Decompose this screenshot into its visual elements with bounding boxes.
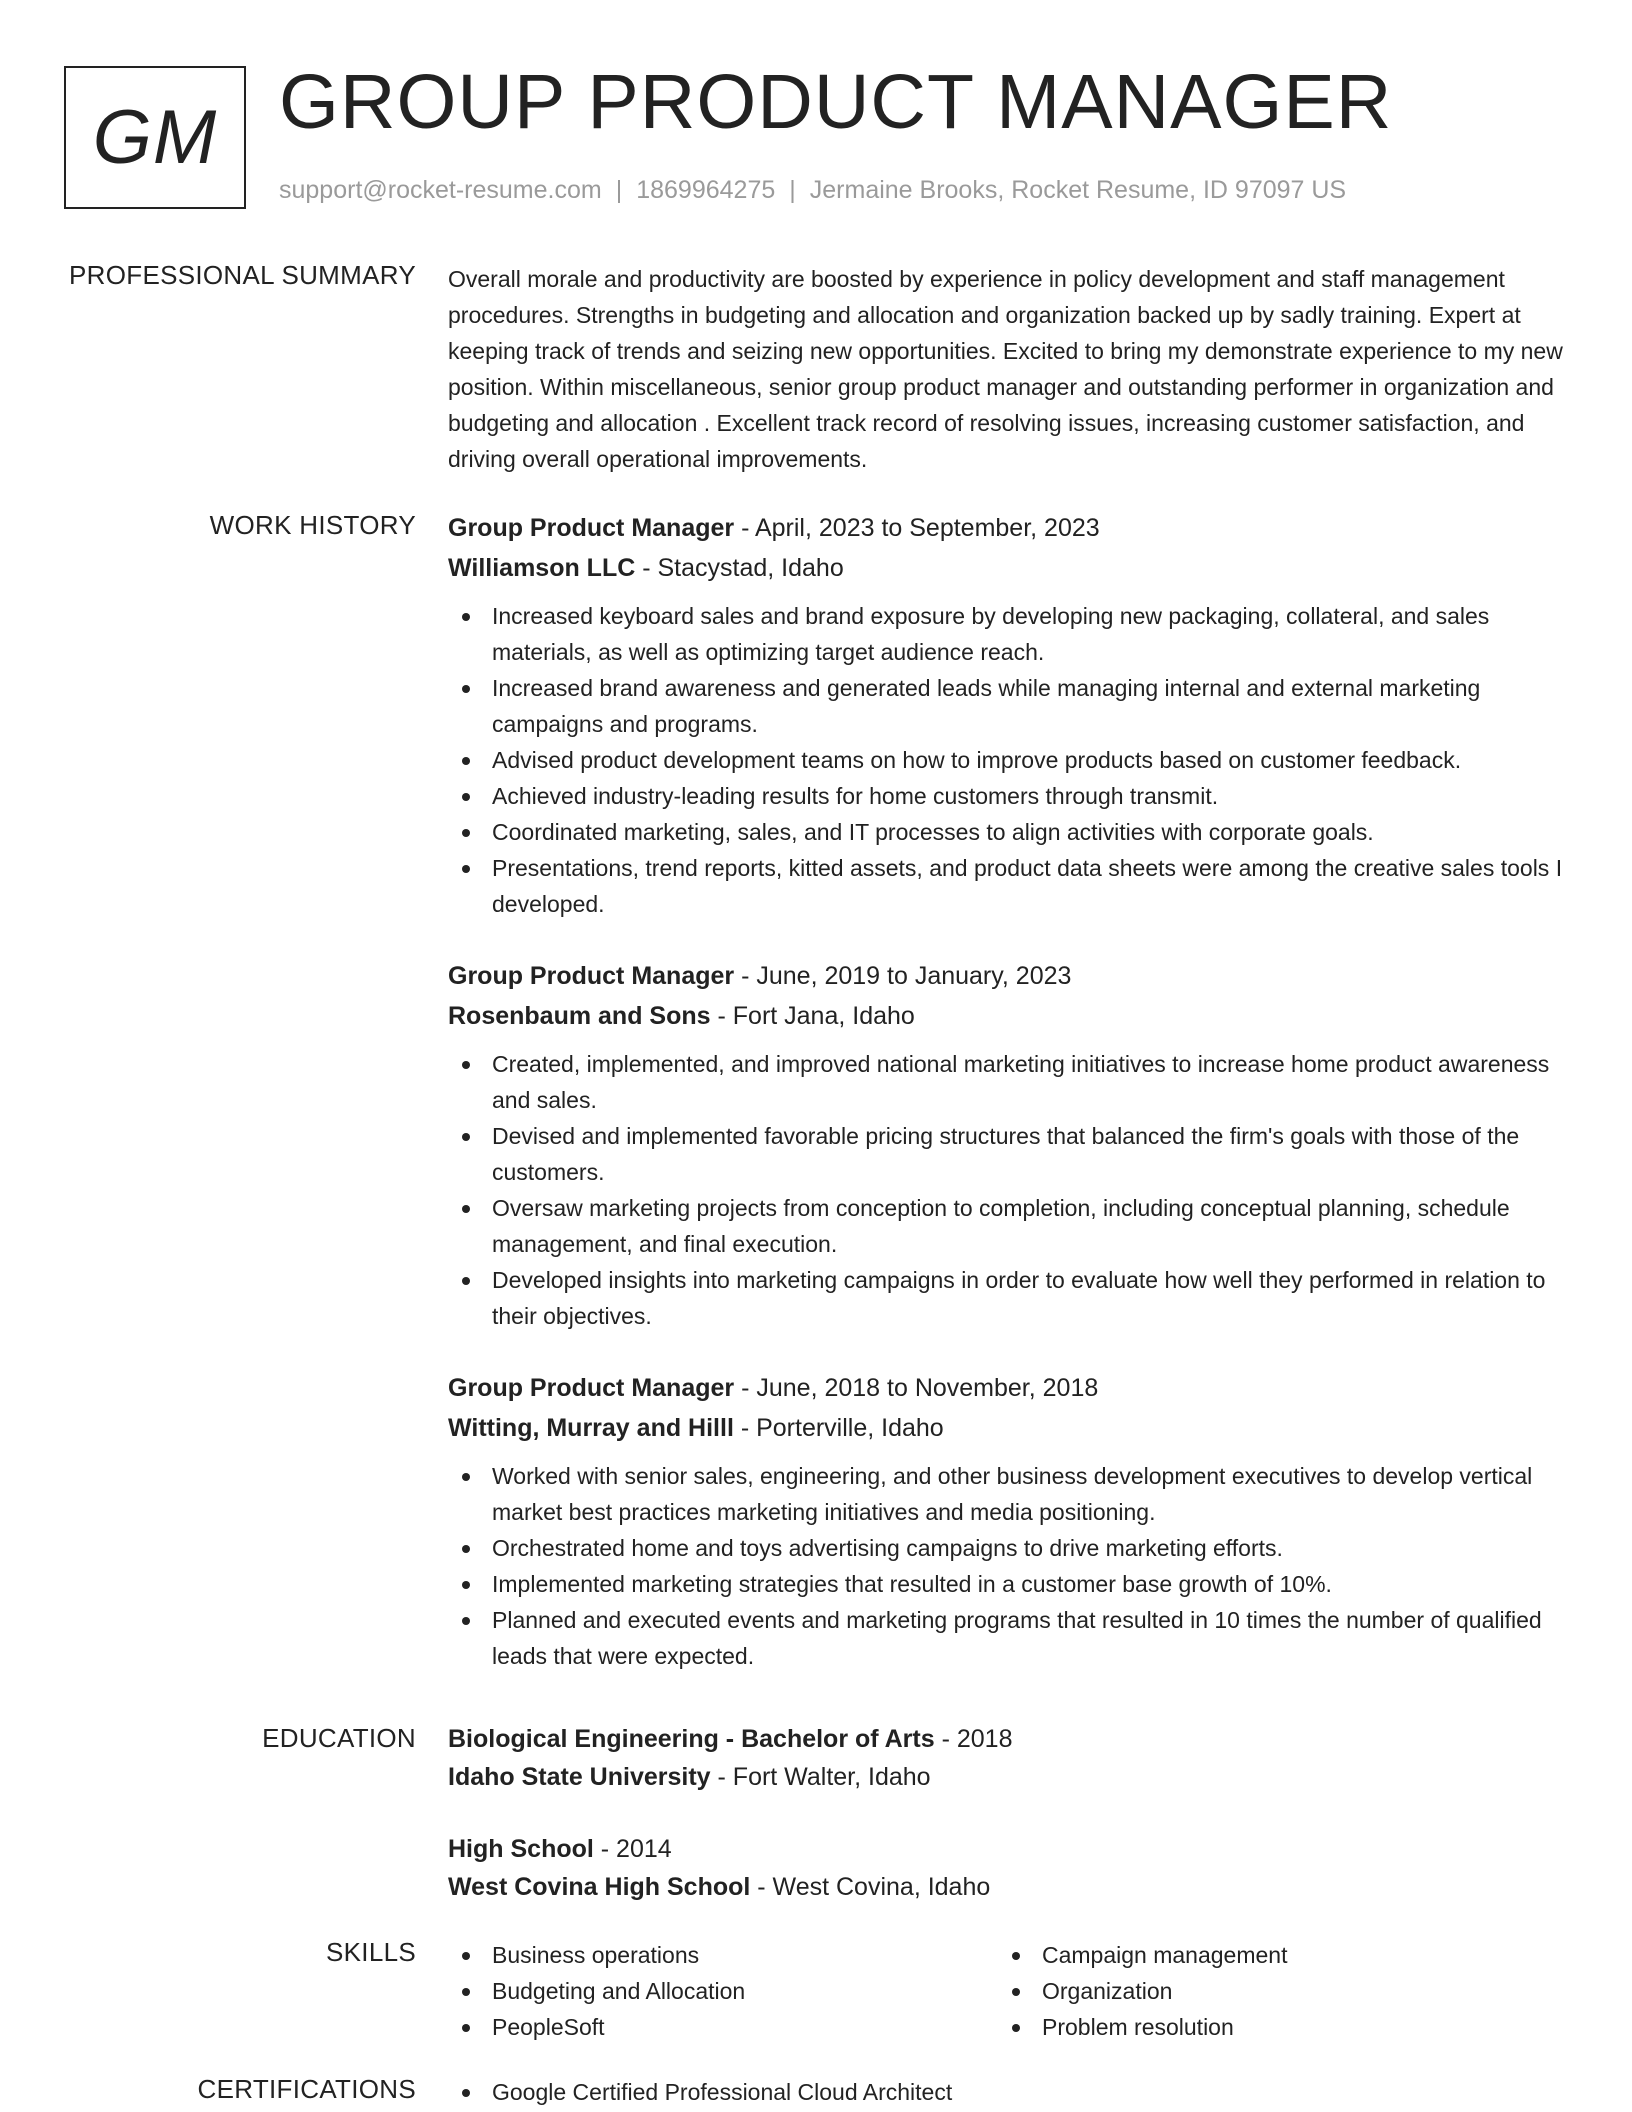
- job-location: - Stacystad, Idaho: [635, 554, 844, 582]
- job-company-line: [448, 1408, 1568, 1448]
- degree: Biological Engineering - Bachelor of Arts: [448, 1725, 935, 1753]
- job-location: - Fort Jana, Idaho: [710, 1002, 915, 1030]
- skills-column-right: [998, 1937, 1548, 2045]
- job-company: Rosenbaum and Sons: [448, 1002, 711, 1030]
- skills-column-left: [448, 1937, 998, 2045]
- degree: High School: [448, 1835, 594, 1863]
- school-name: Idaho State University: [448, 1763, 711, 1791]
- contact-line: [279, 176, 1346, 205]
- job-bullet-item: Achieved industry-leading results for home customers through transmit.: [448, 778, 1568, 814]
- job-bullet-item: Created, implemented, and improved national marketing initiatives to increase home product awareness and sales.: [448, 1046, 1568, 1118]
- job-title-line: [448, 1368, 1568, 1408]
- education-entry: [448, 1720, 1568, 1796]
- contact-email[interactable]: support@rocket-resume.com: [279, 176, 602, 204]
- job-bullets: [448, 1458, 1568, 1674]
- job-company: Williamson LLC: [448, 554, 636, 582]
- job-company-line: [448, 996, 1568, 1036]
- job-role: Group Product Manager: [448, 514, 735, 542]
- job-bullet-item: Orchestrated home and toys advertising campaigns to drive marketing efforts.: [448, 1530, 1568, 1566]
- education-heading: EDUCATION: [262, 1723, 416, 1753]
- job-bullet-item: Planned and executed events and marketing programs that resulted in 10 times the number of qualified leads that were expected.: [448, 1602, 1568, 1674]
- job-dates: - April, 2023 to September, 2023: [734, 514, 1100, 542]
- job-company: Witting, Murray and Hilll: [448, 1414, 734, 1442]
- education-entry: [448, 1830, 1568, 1906]
- job-bullet-item: Developed insights into marketing campaigns in order to evaluate how well they performed in relation to their objectives.: [448, 1262, 1568, 1334]
- job-bullets: [448, 598, 1568, 922]
- job-bullet-item: Increased keyboard sales and brand exposure by developing new packaging, collateral, and sales materials, as well as optimizing target audience reach.: [448, 598, 1568, 670]
- certification-bullets: [448, 2074, 1568, 2110]
- job-bullet-item: Increased brand awareness and generated leads while managing internal and external marketing campaigns and programs.: [448, 670, 1568, 742]
- school-name: West Covina High School: [448, 1873, 751, 1901]
- skills-heading: SKILLS: [326, 1937, 416, 1967]
- contact-phone[interactable]: 1869964275: [636, 176, 776, 204]
- skill-item: Business operations: [448, 1937, 998, 1973]
- job-bullet-item: Implemented marketing strategies that resulted in a customer base growth of 10%.: [448, 1566, 1568, 1602]
- summary-text: Overall morale and productivity are boosted by experience in policy development and staff management procedures. Strengths in budgeting and allocation and organization backed up by sadly training. Expert at keeping track of trends and seizing new opportunities. Excited to bring my demonstrate experience to my new position. Within miscellaneous, senior group product manager and outstanding performer in organization and budgeting and allocation . Excellent track record of resolving issues, increasing customer satisfaction, and driving overall operational improvements.: [448, 266, 1563, 472]
- contact-separator: |: [615, 176, 623, 204]
- skill-item: Problem resolution: [998, 2009, 1548, 2045]
- work-history-heading: WORK HISTORY: [209, 510, 416, 540]
- job-role: Group Product Manager: [448, 962, 735, 990]
- education-list: [448, 1720, 1568, 1940]
- job-dates: - June, 2018 to November, 2018: [734, 1374, 1099, 1402]
- job-title-line: [448, 956, 1568, 996]
- job-role: Group Product Manager: [448, 1374, 735, 1402]
- skill-item: Campaign management: [998, 1937, 1548, 1973]
- job-bullet-item: Oversaw marketing projects from conception to completion, including conceptual planning, schedule management, and final execution.: [448, 1190, 1568, 1262]
- job-entry: [448, 1368, 1568, 1674]
- degree-year: - 2018: [934, 1725, 1013, 1753]
- contact-address: Jermaine Brooks, Rocket Resume, ID 97097 US: [809, 176, 1347, 204]
- job-bullet-item: Worked with senior sales, engineering, and other business development executives to develop vertical market best practices marketing initiatives and media positioning.: [448, 1458, 1568, 1530]
- job-company-line: [448, 548, 1568, 588]
- job-entry: [448, 956, 1568, 1334]
- summary-heading: PROFESSIONAL SUMMARY: [69, 260, 416, 290]
- job-title-line: [448, 508, 1568, 548]
- job-bullet-item: Devised and implemented favorable pricing structures that balanced the firm's goals with those of the customers.: [448, 1118, 1568, 1190]
- contact-separator: |: [789, 176, 796, 204]
- job-bullets: [448, 1046, 1568, 1334]
- job-bullet-item: Advised product development teams on how to improve products based on customer feedback.: [448, 742, 1568, 778]
- monogram: GM: [64, 66, 246, 209]
- certifications-heading: CERTIFICATIONS: [197, 2074, 416, 2104]
- skill-item: Organization: [998, 1973, 1548, 2009]
- job-list: [448, 508, 1568, 1708]
- skill-item: Budgeting and Allocation: [448, 1973, 998, 2009]
- school-location: - West Covina, Idaho: [750, 1873, 991, 1901]
- degree-year: - 2014: [593, 1835, 672, 1863]
- skills-grid: [448, 1937, 1568, 2045]
- skill-item: PeopleSoft: [448, 2009, 998, 2045]
- job-location: - Porterville, Idaho: [733, 1414, 944, 1442]
- page-title: GROUP PRODUCT MANAGER: [279, 59, 1393, 145]
- job-dates: - June, 2019 to January, 2023: [734, 962, 1072, 990]
- certifications-list: [448, 2074, 1568, 2110]
- school-location: - Fort Walter, Idaho: [710, 1763, 931, 1791]
- certification-item: Google Certified Professional Cloud Architect: [448, 2074, 1568, 2110]
- job-bullet-item: Coordinated marketing, sales, and IT processes to align activities with corporate goals.: [448, 814, 1568, 850]
- job-bullet-item: Presentations, trend reports, kitted assets, and product data sheets were among the creative sales tools I developed.: [448, 850, 1568, 922]
- job-entry: [448, 508, 1568, 922]
